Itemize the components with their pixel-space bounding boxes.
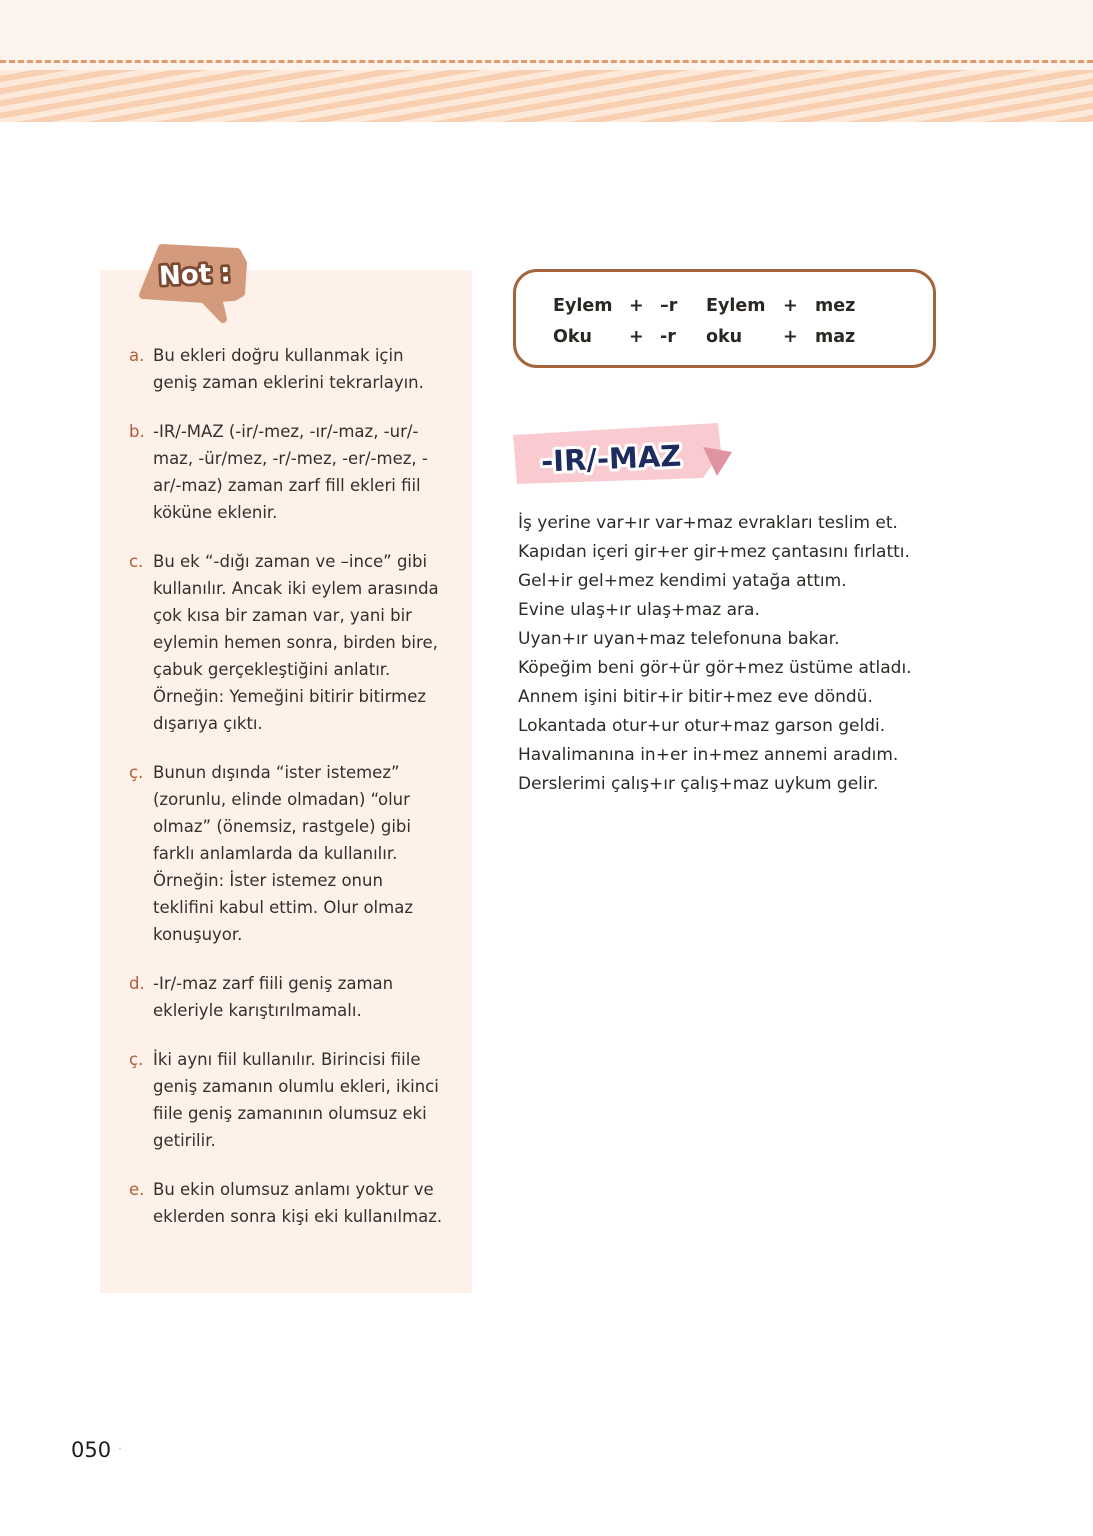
section-banner-title: -IR/-MAZ	[540, 438, 682, 479]
formula-cell: -r	[660, 327, 676, 347]
formula-cell: +	[783, 327, 798, 347]
section-banner	[505, 415, 745, 493]
formula-grid	[516, 272, 933, 353]
example-sentences	[518, 509, 988, 799]
example-sentence: Köpeğim beni gör+ür gör+mez üstüme atladı.	[518, 658, 912, 678]
note-item-text: Bu ek “-dığı zaman ve –ince” gibi kullanılır. Ancak iki eylem arasında çok kısa bir zaman var, yani bir eylemin hemen sonra, birden bire, çabuk gerçekleştiğini anlatır. Örneğin: Yemeğini bitirir bitirmez dışarıya çıktı.	[153, 552, 439, 733]
example-sentence: Uyan+ır uyan+maz telefonuna bakar.	[518, 629, 840, 649]
example-sentence: Gel+ir gel+mez kendimi yatağa attım.	[518, 571, 847, 591]
header-dotted-divider	[0, 60, 1093, 63]
formula-box	[513, 269, 936, 368]
note-item	[129, 759, 448, 948]
note-item	[129, 1176, 448, 1230]
example-sentence: Lokantada otur+ur otur+maz garson geldi.	[518, 716, 886, 736]
note-item-letter: e.	[129, 1180, 145, 1199]
note-list	[100, 270, 472, 1230]
note-item-text: İki aynı fiil kullanılır. Birincisi fiile geniş zamanın olumlu ekleri, ikinci fiile geniş zamanının olumsuz eki getirilir.	[153, 1050, 439, 1150]
note-badge	[133, 238, 258, 330]
example-sentence: Annem işini bitir+ir bitir+mez eve döndü.	[518, 687, 873, 707]
note-item-text: Bu ekleri doğru kullanmak için geniş zaman eklerini tekrarlayın.	[153, 346, 424, 392]
note-badge-label: Not :	[158, 258, 232, 292]
example-sentence: İş yerine var+ır var+maz evrakları teslim et.	[518, 513, 898, 533]
formula-cell: mez	[815, 296, 856, 316]
note-item-letter: d.	[129, 974, 145, 993]
formula-cell: Oku	[553, 327, 592, 347]
note-item-letter: a.	[129, 346, 145, 365]
example-sentence: Derslerimi çalış+ır çalış+maz uykum gelir.	[518, 774, 879, 794]
note-item-letter: ç.	[129, 763, 144, 782]
note-item	[129, 970, 448, 1024]
note-item-letter: c.	[129, 552, 144, 571]
note-item-text: Bunun dışında “ister istemez” (zorunlu, elinde olmadan) “olur olmaz” (önemsiz, rastgele) gibi farklı anlamlarda da kullanılır. Örneğin: İster istemez onun teklifini kabul ettim. Olur olmaz konuşuyor.	[153, 763, 413, 944]
note-panel	[100, 270, 472, 1293]
note-item	[129, 418, 448, 526]
page-number-dot: ·	[118, 1442, 122, 1456]
note-item-letter: b.	[129, 422, 145, 441]
page-number	[71, 1438, 122, 1462]
formula-cell: +	[783, 296, 798, 316]
formula-cell: maz	[815, 327, 856, 347]
formula-cell: oku	[706, 327, 743, 347]
example-sentence: Kapıdan içeri gir+er gir+mez çantasını fırlattı.	[518, 542, 910, 562]
formula-cell: +	[629, 296, 644, 316]
example-sentence: Havalimanına in+er in+mez annemi aradım.	[518, 745, 899, 765]
example-sentence: Evine ulaş+ır ulaş+maz ara.	[518, 600, 760, 620]
formula-cell: +	[629, 327, 644, 347]
note-item-text: -Ir/-maz zarf fiili geniş zaman ekleriyle karıştırılmamalı.	[153, 974, 394, 1020]
page-number-value: 050	[71, 1438, 112, 1462]
note-item	[129, 1046, 448, 1154]
note-item	[129, 342, 448, 396]
note-item	[129, 548, 448, 737]
note-item-text: Bu ekin olumsuz anlamı yoktur ve eklerden sonra kişi eki kullanılmaz.	[153, 1180, 443, 1226]
note-item-letter: ç.	[129, 1050, 144, 1069]
note-item-text: -IR/-MAZ (-ir/-mez, -ır/-maz, -ur/-maz, -ür/mez, -r/-mez, -er/-mez, -ar/-maz) zaman zarf fill ekleri fiil köküne eklenir.	[153, 422, 428, 522]
formula-cell: Eylem	[706, 296, 766, 316]
formula-cell: Eylem	[553, 296, 613, 316]
formula-cell: –r	[660, 296, 678, 316]
header-stripe-band	[0, 70, 1093, 122]
